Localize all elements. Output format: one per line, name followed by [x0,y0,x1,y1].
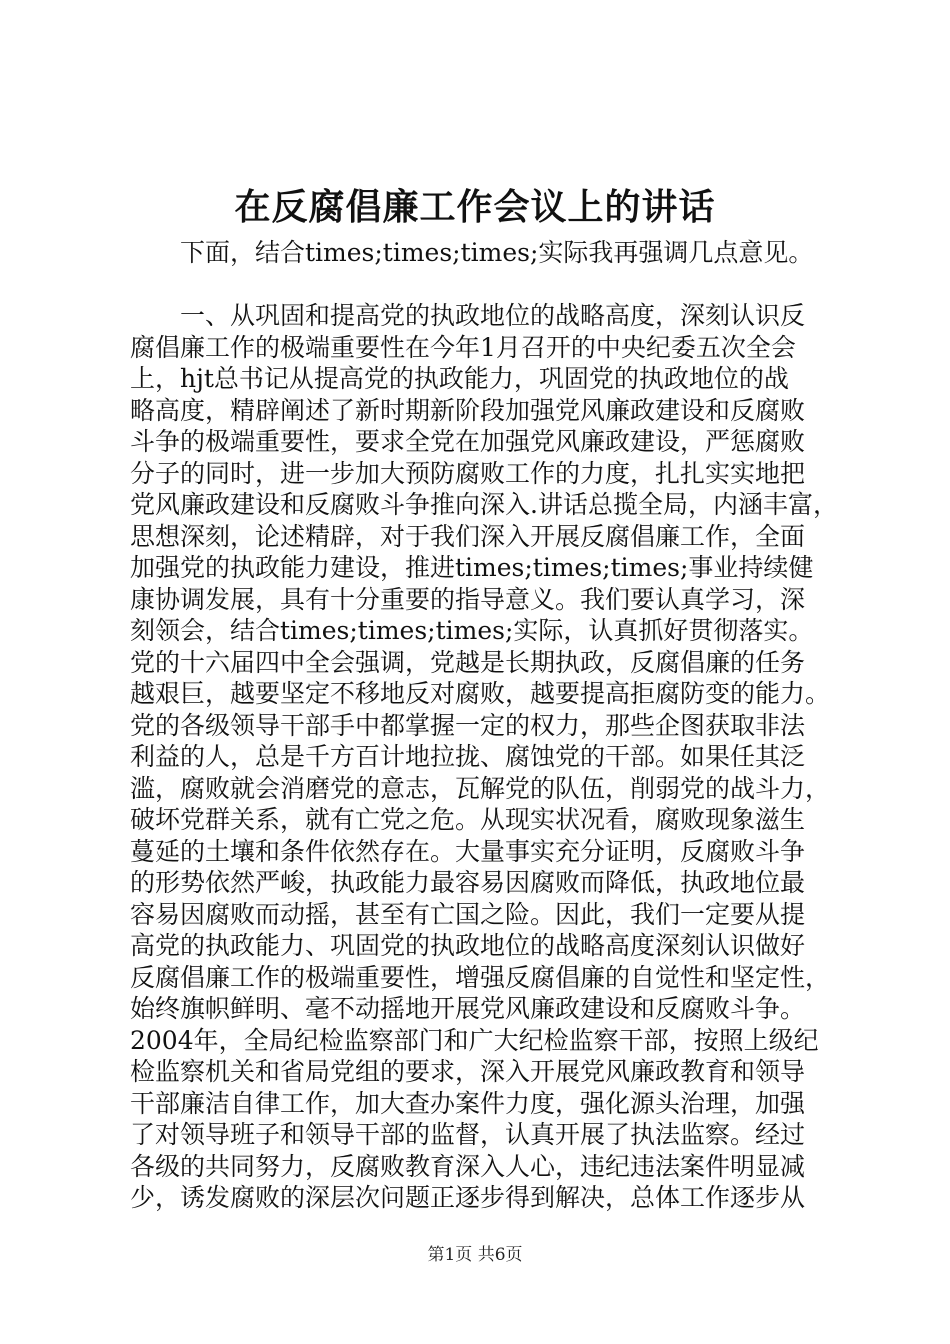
body-line: 各级的共同努力，反腐败教育深入人心，违纪违法案件明显减 [130,1151,806,1181]
body-line: 反腐倡廉工作的极端重要性，增强反腐倡廉的自觉性和坚定性， [130,962,831,992]
body-line: 滥，腐败就会消磨党的意志，瓦解党的队伍，削弱党的战斗力， [130,773,831,803]
body-line: 加强党的执政能力建设，推进times;times;times;事业持续健 [130,553,814,582]
body-line: 少，诱发腐败的深层次问题正逐步得到解决，总体工作逐步从 [130,1183,806,1212]
document-title: 在反腐倡廉工作会议上的讲话 [234,186,716,228]
body-line: 斗争的极端重要性，要求全党在加强党风廉政建设，严惩腐败 [130,427,806,456]
body-line: 略高度，精辟阐述了新时期新阶段加强党风廉政建设和反腐败 [130,395,806,425]
body-line: 康协调发展，具有十分重要的指导意义。我们要认真学习，深 [130,584,806,614]
body-line: 刻领会，结合times;times;times;实际，认真抓好贯彻落实。 [130,616,814,645]
body-line: 容易因腐败而动摇，甚至有亡国之险。因此，我们一定要从提 [130,899,806,929]
body-line: 干部廉洁自律工作，加大查办案件力度，强化源头治理，加强 [130,1088,806,1118]
body-line: 分子的同时，进一步加大预防腐败工作的力度，扎扎实实地把 [130,458,806,488]
body-line: 一、从巩固和提高党的执政地位的战略高度，深刻认识反 [130,301,806,330]
body-line: 利益的人，总是千方百计地拉拢、腐蚀党的干部。如果任其泛 [130,742,806,771]
body-line: 检监察机关和省局党组的要求，深入开展党风廉政教育和领导 [130,1057,806,1086]
body-line: 党风廉政建设和反腐败斗争推向深入.讲话总揽全局，内涵丰富， [130,490,838,519]
body-line: 蔓延的土壤和条件依然存在。大量事实充分证明，反腐败斗争 [130,836,806,866]
body-line: 党的各级领导干部手中都掌握一定的权力，那些企图获取非法 [130,710,806,740]
body-line: 了对领导班子和领导干部的监督，认真开展了执法监察。经过 [130,1120,806,1149]
body-line: 党的十六届四中全会强调，党越是长期执政，反腐倡廉的任务 [130,647,806,677]
page-footer: 第1页 共6页 [427,1245,523,1265]
intro-paragraph: 下面，结合times;times;times;实际我再强调几点意见。 [180,238,814,267]
body-line: 腐倡廉工作的极端重要性在今年1月召开的中央纪委五次全会 [130,332,796,362]
body-line: 越艰巨，越要坚定不移地反对腐败，越要提高拒腐防变的能力。 [130,679,831,708]
body-line: 上，hjt总书记从提高党的执政能力，巩固党的执政地位的战 [130,364,789,393]
body-line: 高党的执政能力、巩固党的执政地位的战略高度深刻认识做好 [130,931,806,960]
body-line: 的形势依然严峻，执政能力最容易因腐败而降低，执政地位最 [130,868,806,897]
body-line: 破坏党群关系，就有亡党之危。从现实状况看，腐败现象滋生 [130,805,806,834]
body-line: 2004年，全局纪检监察部门和广大纪检监察干部，按照上级纪 [130,1025,819,1055]
body-paragraph [130,300,838,1214]
body-line: 思想深刻，论述精辟，对于我们深入开展反腐倡廉工作，全面 [130,521,806,551]
body-line: 始终旗帜鲜明、毫不动摇地开展党风廉政建设和反腐败斗争。 [130,994,806,1023]
